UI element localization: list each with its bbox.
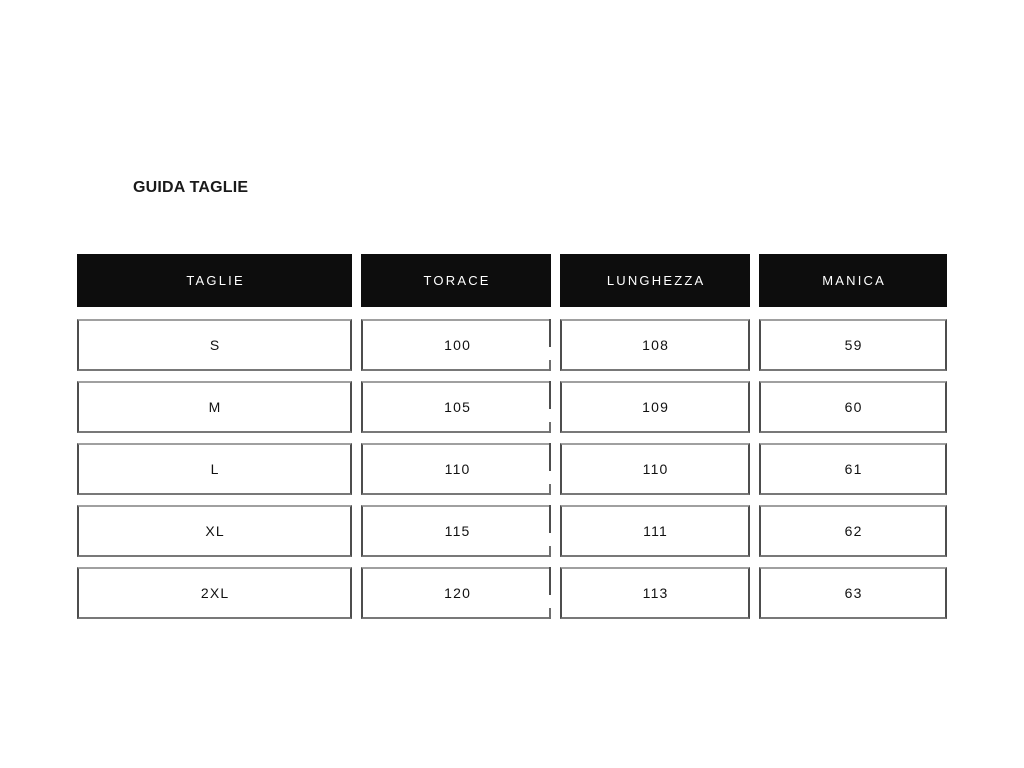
cell-torace: 100 <box>361 319 551 371</box>
cell-taglie: XL <box>77 505 352 557</box>
cell-manica: 59 <box>759 319 947 371</box>
table-row <box>77 505 947 557</box>
header-cell-torace: TORACE <box>361 254 551 307</box>
table-row <box>77 381 947 433</box>
cell-manica: 63 <box>759 567 947 619</box>
cell-lunghezza: 111 <box>560 505 750 557</box>
cell-manica: 62 <box>759 505 947 557</box>
header-cell-taglie: TAGLIE <box>77 254 352 307</box>
header-cell-lunghezza: LUNGHEZZA <box>560 254 750 307</box>
cell-lunghezza: 110 <box>560 443 750 495</box>
table-row <box>77 443 947 495</box>
cell-lunghezza: 113 <box>560 567 750 619</box>
cell-manica: 60 <box>759 381 947 433</box>
cell-manica: 61 <box>759 443 947 495</box>
cell-lunghezza: 108 <box>560 319 750 371</box>
cell-torace: 120 <box>361 567 551 619</box>
cell-torace: 105 <box>361 381 551 433</box>
size-table <box>77 254 947 619</box>
header-cell-manica: MANICA <box>759 254 947 307</box>
cell-torace: 110 <box>361 443 551 495</box>
page-title: GUIDA TAGLIE <box>133 179 249 196</box>
cell-taglie: M <box>77 381 352 433</box>
table-row <box>77 319 947 371</box>
cell-taglie: L <box>77 443 352 495</box>
table-row <box>77 567 947 619</box>
cell-lunghezza: 109 <box>560 381 750 433</box>
cell-taglie: 2XL <box>77 567 352 619</box>
cell-taglie: S <box>77 319 352 371</box>
cell-torace: 115 <box>361 505 551 557</box>
table-header-row <box>77 254 947 307</box>
